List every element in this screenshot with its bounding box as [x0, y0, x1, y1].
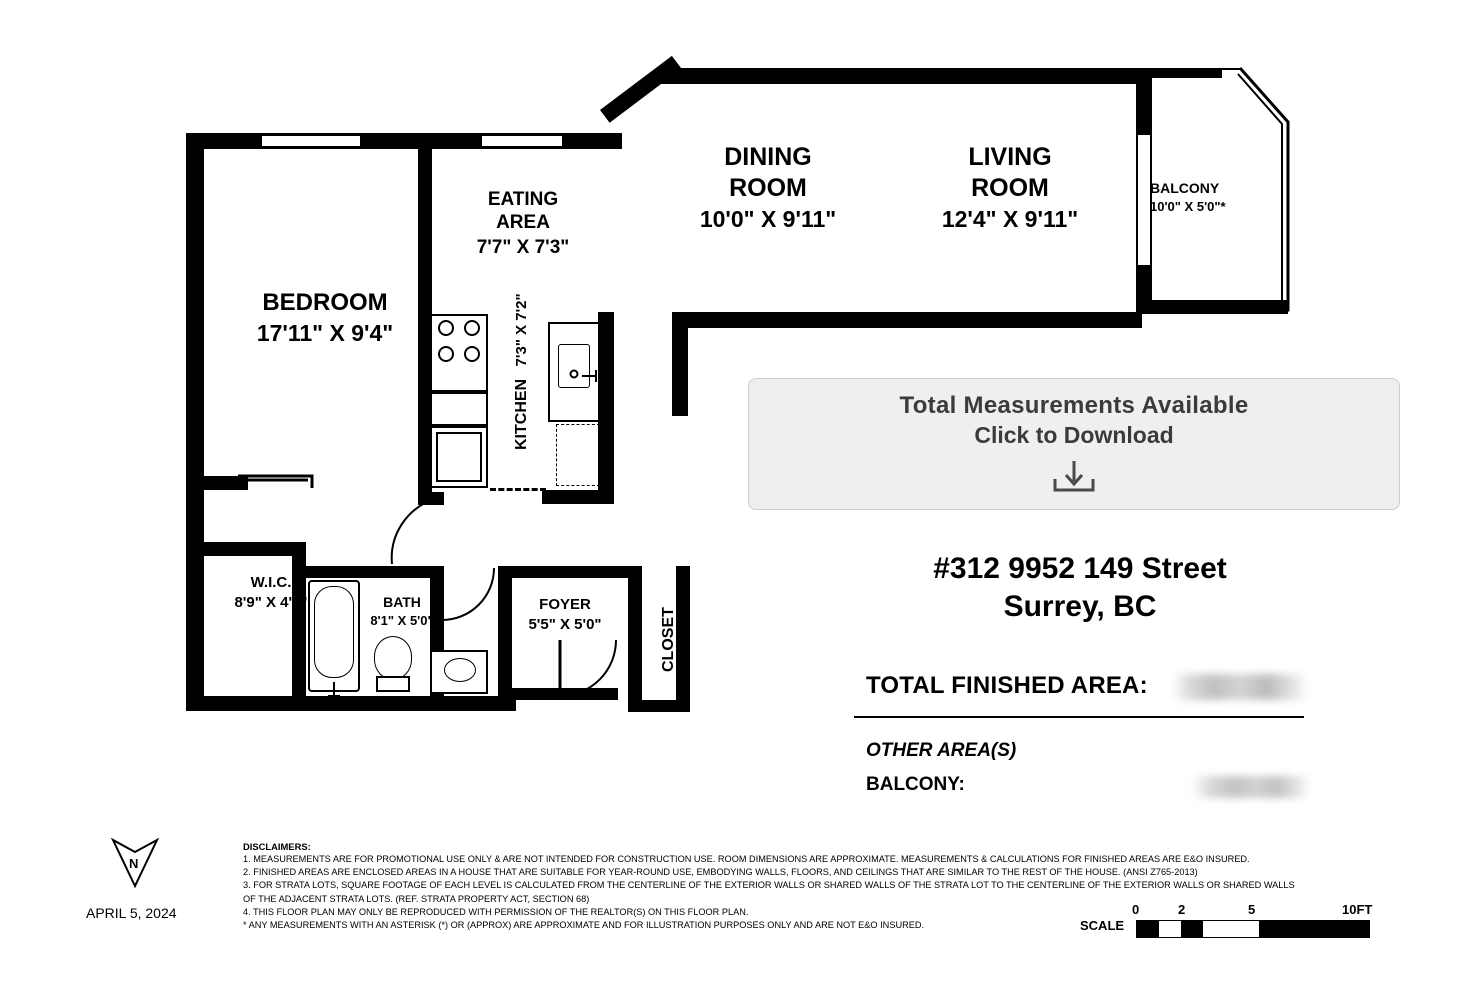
- room-label-bath: [352, 594, 452, 629]
- balcony-dim: 10'0" X 5'0"*: [1150, 199, 1226, 215]
- eating-name-2: AREA: [496, 212, 550, 234]
- dining-name-2: ROOM: [729, 173, 807, 202]
- entry-door-icon: [556, 636, 636, 706]
- living-dim: 12'4" X 9'11": [941, 206, 1079, 232]
- scale-tick-labels: [1120, 902, 1390, 918]
- address-block: [760, 552, 1400, 624]
- dining-dim: 10'0" X 9'11": [699, 206, 837, 232]
- room-label-eating-area: [430, 188, 616, 260]
- kitchen-name: KITCHEN: [513, 378, 530, 450]
- download-arrow-icon: [1041, 457, 1107, 497]
- scale-tick: 5: [1248, 902, 1256, 917]
- address-line-1: #312 9952 149 Street: [933, 552, 1227, 585]
- bath-name: BATH: [383, 594, 421, 610]
- balcony-name: BALCONY: [1150, 180, 1220, 196]
- disclaimer-item: 4. THIS FLOOR PLAN MAY ONLY BE REPRODUCED WITH PERMISSION OF THE REALTOR(S) ON THIS FLOOR PLAN.: [243, 906, 749, 917]
- eating-dim: 7'7" X 7'3": [476, 237, 570, 259]
- area-divider: [854, 716, 1304, 718]
- room-label-closet: [660, 607, 678, 672]
- sink-faucet-icon: [566, 364, 602, 388]
- room-label-foyer: [505, 596, 625, 635]
- other-areas-label: OTHER AREA(S): [866, 740, 1017, 761]
- wic-dim: 8'9" X 4'2": [234, 594, 308, 612]
- disclaimer-item: 1. MEASUREMENTS ARE FOR PROMOTIONAL USE ONLY & ARE NOT INTENDED FOR CONSTRUCTION USE. ROOM DIMENSIONS ARE APPROXIMATE. MEASUREMENTS & CALCULATIONS FOR FINISHED AREAS ARE E&O INSURED.: [243, 854, 1250, 865]
- total-finished-area-label: TOTAL FINISHED AREA:: [866, 672, 1148, 699]
- room-label-bedroom: [200, 288, 450, 347]
- room-label-wic: [196, 574, 346, 613]
- scale-tick: 2: [1178, 902, 1186, 917]
- scale-label: SCALE: [1080, 918, 1125, 933]
- room-label-dining: [648, 142, 888, 233]
- balcony-area-label: BALCONY:: [866, 774, 965, 795]
- dining-name-1: DINING: [724, 143, 812, 171]
- living-name-1: LIVING: [968, 143, 1052, 171]
- download-line-1: Total Measurements Available: [899, 391, 1249, 419]
- room-label-balcony: [1150, 180, 1330, 215]
- foyer-dim: 5'5" X 5'0": [528, 616, 602, 634]
- scale-tick: 10FT: [1342, 902, 1373, 917]
- disclaimer-item: 3. FOR STRATA LOTS, SQUARE FOOTAGE OF EACH LEVEL IS CALCULATED FROM THE CENTERLINE OF THE EXTERIOR WALLS OR SHARED WALLS OF THE STRATA LOT TO THE CENTERLINE OF THE EXTERIOR WALLS OR SHARED WALLS OF THE ADJACENT STRATA LOTS. (REF. STRATA PROPERTY ACT, SECTION 68): [243, 880, 1295, 904]
- total-finished-area-value-redacted: [1172, 674, 1308, 700]
- address-line-2: Surrey, BC: [1003, 590, 1157, 623]
- eating-name-1: EATING: [487, 189, 559, 210]
- bedroom-name: BEDROOM: [262, 289, 388, 316]
- kitchen-dim: 7'3" X 7'2": [513, 293, 530, 367]
- plan-date: APRIL 5, 2024: [86, 905, 177, 921]
- living-name-2: ROOM: [971, 173, 1049, 202]
- compass-north-label: N: [129, 856, 139, 871]
- disclaimer-item: 2. FINISHED AREAS ARE ENCLOSED AREAS IN A HOUSE THAT ARE SUITABLE FOR YEAR-ROUND USE, EMBODYING WALLS, FLOORS, AND CEILINGS THAT ARE SIMILAR TO THE REST OF THE HOUSE. (ANSI Z765-2013): [243, 867, 1198, 878]
- scale-tick: 0: [1132, 902, 1140, 917]
- bath-dim: 8'1" X 5'0": [370, 613, 434, 629]
- bedroom-dim: 17'11" X 9'4": [256, 320, 394, 347]
- bedroom-door-swing-icon: [236, 472, 326, 512]
- tub-drain-icon: [324, 680, 348, 700]
- room-label-living: [890, 142, 1130, 233]
- room-label-kitchen: [513, 293, 531, 450]
- download-line-2: Click to Download: [974, 421, 1174, 448]
- disclaimers-heading: DISCLAIMERS:: [243, 841, 311, 852]
- download-measurements-button[interactable]: [748, 378, 1400, 510]
- compass-icon: [105, 838, 165, 894]
- foyer-name: FOYER: [539, 596, 591, 613]
- wic-name: W.I.C.: [250, 574, 292, 591]
- scale-bar: [1136, 920, 1370, 938]
- balcony-area-value-redacted: [1192, 776, 1310, 798]
- closet-name: CLOSET: [660, 607, 677, 672]
- disclaimer-item: * ANY MEASUREMENTS WITH AN ASTERISK (*) OR (APPROX) ARE APPROXIMATE AND FOR ILLUSTRATION PURPOSES ONLY AND ARE NOT E&O INSURED.: [243, 919, 925, 930]
